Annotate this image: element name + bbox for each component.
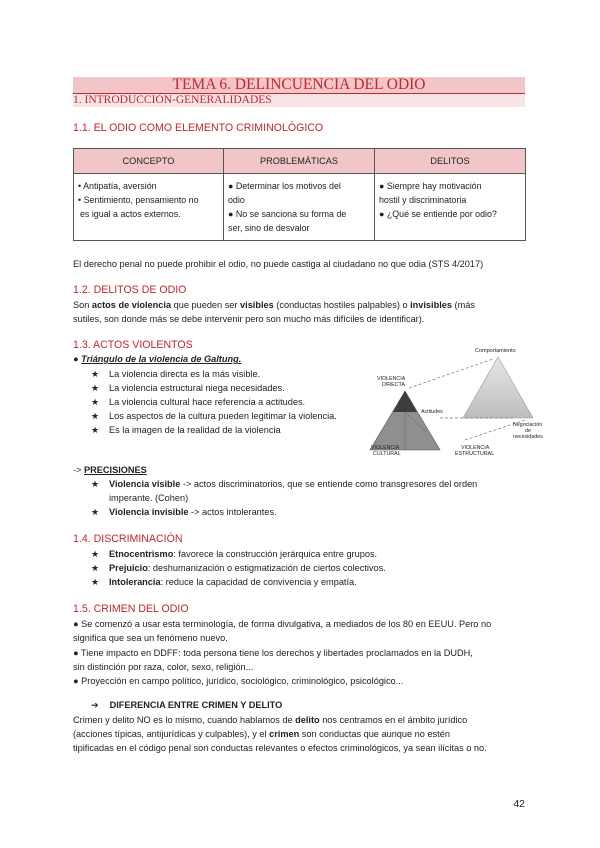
text-run-bold: invisibles bbox=[410, 300, 452, 310]
label-cultural-1: VIOLENCIA bbox=[371, 445, 400, 451]
text-run: son conductas que aunque no estén bbox=[299, 729, 450, 739]
label-comportamiento: Comportamiento bbox=[475, 348, 516, 354]
list-item-continuation: imperante. (Cohen) bbox=[109, 493, 189, 503]
connector-line bbox=[409, 359, 493, 388]
paragraph-line: ● Tiene impacto en DDFF: toda persona tiene los derechos y libertades proclamados en la DUDH, bbox=[73, 648, 473, 658]
heading-1-2: 1.2. DELITOS DE ODIO bbox=[73, 284, 187, 296]
table-cell-problematicas bbox=[224, 174, 375, 241]
paragraph-line: sin distinción por raza, color, sexo, religión... bbox=[73, 662, 254, 672]
cell-line: odio bbox=[228, 195, 245, 205]
cell-line: • Antipatía, aversión bbox=[78, 181, 157, 191]
list-item bbox=[91, 548, 377, 562]
front-triangle-tip bbox=[393, 391, 417, 412]
list-item bbox=[91, 506, 277, 520]
galtung-title: Triángulo de la violencia de Galtung. bbox=[81, 354, 242, 364]
concept-table bbox=[73, 148, 526, 241]
star-icon: ★ bbox=[91, 549, 100, 559]
list-item-text: Es la imagen de la realidad de la violencia bbox=[109, 425, 281, 435]
arrow-right-icon: ➔ bbox=[91, 700, 99, 710]
list-item bbox=[91, 382, 285, 396]
label-estructural-1: VIOLENCIA bbox=[461, 445, 490, 451]
list-item bbox=[91, 368, 260, 382]
list-item bbox=[91, 424, 281, 438]
text-run: : favorece la construcción jerárquica entre grupos. bbox=[173, 549, 378, 559]
text-run-bold: Prejuicio bbox=[109, 563, 148, 573]
star-icon: ★ bbox=[91, 383, 100, 393]
chapter-title: TEMA 6. DELINCUENCIA DEL ODIO bbox=[73, 77, 525, 93]
cell-line: ● ¿Qué se entiende por odio? bbox=[379, 209, 497, 219]
star-icon: ★ bbox=[91, 563, 100, 573]
paragraph-line: ● Proyección en campo político, jurídico, sociológico, criminológico, psicológico... bbox=[73, 676, 404, 686]
heading-1-3: 1.3. ACTOS VIOLENTOS bbox=[73, 339, 193, 351]
list-item bbox=[91, 396, 305, 410]
cell-line: ● No se sanciona su forma de bbox=[228, 209, 347, 219]
section-title: 1. INTRODUCCIÓN-GENERALIDADES bbox=[73, 94, 525, 107]
cell-line: • Sentimiento, pensamiento no bbox=[78, 195, 199, 205]
table-cell-delitos bbox=[375, 174, 526, 241]
paragraph-line bbox=[73, 713, 467, 727]
table-header-row bbox=[74, 149, 526, 174]
table-row bbox=[74, 174, 526, 241]
paragraph-line: significa que sea un fenómeno nuevo. bbox=[73, 633, 228, 643]
text-run: : reduce la capacidad de convivencia y empatía. bbox=[160, 577, 357, 587]
paragraph-line: ● Se comenzó a usar esta terminología, de forma divulgativa, a mediados de los 80 en EEUU. Pero no bbox=[73, 619, 492, 629]
label-directa-1: VIOLENCIA bbox=[377, 376, 406, 382]
text-run-bold: Violencia invisible bbox=[109, 507, 189, 517]
text-run: (acciones típicas, antijurídicas y culpables), y el bbox=[73, 729, 270, 739]
paragraph-line: sutiles, son donde más se debe intervenir pero son mucho más difíciles de identificar). bbox=[73, 314, 425, 324]
text-run-bold: Intolerancia bbox=[109, 577, 161, 587]
list-item bbox=[91, 562, 386, 576]
galtung-lead bbox=[73, 353, 241, 367]
cell-line: ser, sino de desvalor bbox=[228, 223, 310, 233]
label-directa-2: DIRECTA bbox=[382, 382, 405, 388]
precisiones-label bbox=[73, 464, 147, 478]
list-item bbox=[91, 410, 337, 424]
label-negacion-3: necesidades bbox=[513, 434, 543, 440]
page-number: 42 bbox=[513, 798, 525, 810]
paragraph-line: tipificadas en el código penal son conductas relevantes o efectos criminológicos, ya sean ilícitas o no. bbox=[73, 743, 487, 753]
legal-note: El derecho penal no puede prohibir el odio, no puede castiga al ciudadano no que odia (STS 4/2017) bbox=[73, 259, 484, 269]
text-run: -> actos intolerantes. bbox=[188, 507, 277, 517]
heading-1-5: 1.5. CRIMEN DEL ODIO bbox=[73, 603, 189, 615]
text-run: : deshumanización o estigmatización de ciertos colectivos. bbox=[147, 563, 386, 573]
text-run-bold: Etnocentrismo bbox=[109, 549, 174, 559]
list-item-text: Los aspectos de la cultura pueden legitimar la violencia. bbox=[109, 411, 337, 421]
list-item-text: La violencia cultural hace referencia a actitudes. bbox=[109, 397, 306, 407]
list-item bbox=[91, 478, 477, 492]
text-run: -> actos discriminatorios, que se entiende como transgresores del orden bbox=[180, 479, 478, 489]
table-header: DELITOS bbox=[375, 149, 526, 174]
arrow-text: -> bbox=[73, 465, 82, 475]
label-negacion-2: de bbox=[525, 428, 531, 434]
text-run-bold: Violencia visible bbox=[109, 479, 181, 489]
label-cultural-2: CULTURAL bbox=[373, 451, 401, 457]
list-item-text: La violencia directa es la más visible. bbox=[109, 369, 261, 379]
text-run: Son bbox=[73, 300, 92, 310]
star-icon: ★ bbox=[91, 507, 100, 517]
star-icon: ★ bbox=[91, 397, 100, 407]
table-cell-concepto bbox=[74, 174, 224, 241]
heading-1-4: 1.4. DISCRIMINACIÓN bbox=[73, 533, 183, 545]
table-header: CONCEPTO bbox=[74, 149, 224, 174]
star-icon: ★ bbox=[91, 369, 100, 379]
precisiones-title: PRECISIONES bbox=[84, 465, 147, 475]
table-header: PROBLEMÁTICAS bbox=[224, 149, 375, 174]
star-icon: ★ bbox=[91, 411, 100, 421]
label-actitudes: Actitudes bbox=[421, 409, 443, 415]
text-run-bold: crimen bbox=[269, 729, 300, 739]
cell-line: hostil y discriminatoria bbox=[379, 195, 467, 205]
text-run-bold: delito bbox=[295, 715, 320, 725]
text-run: (conductas hostiles palpables) o bbox=[273, 300, 411, 310]
bullet: ● bbox=[73, 354, 79, 364]
back-triangle bbox=[463, 357, 533, 418]
cell-line: ● Siempre hay motivación bbox=[379, 181, 482, 191]
difference-heading bbox=[91, 698, 282, 712]
star-icon: ★ bbox=[91, 577, 100, 587]
cell-line: es igual a actos externos. bbox=[80, 209, 181, 219]
heading-1-1: 1.1. EL ODIO COMO ELEMENTO CRIMINOLÓGICO bbox=[73, 122, 324, 134]
text-run: nos centramos en el ámbito jurídico bbox=[319, 715, 468, 725]
difference-title: DIFERENCIA ENTRE CRIMEN Y DELITO bbox=[109, 700, 283, 710]
paragraph-line bbox=[73, 727, 450, 741]
label-estructural-2: ESTRUCTURAL bbox=[455, 451, 495, 457]
label-negacion-1: Negociación bbox=[513, 422, 543, 428]
galtung-triangle-diagram bbox=[365, 340, 545, 462]
text-run-bold: actos de violencia bbox=[91, 300, 172, 310]
star-icon: ★ bbox=[91, 479, 100, 489]
star-icon: ★ bbox=[91, 425, 100, 435]
list-item-text: La violencia estructural niega necesidades. bbox=[109, 383, 285, 393]
text-run-bold: visibles bbox=[240, 300, 274, 310]
text-run: (más bbox=[451, 300, 475, 310]
cell-line: ● Determinar los motivos del bbox=[228, 181, 341, 191]
text-run: Crimen y delito NO es lo mismo, cuando hablamos de bbox=[73, 715, 296, 725]
paragraph-line bbox=[73, 298, 525, 312]
text-run: que pueden ser bbox=[171, 300, 241, 310]
list-item bbox=[91, 576, 357, 590]
